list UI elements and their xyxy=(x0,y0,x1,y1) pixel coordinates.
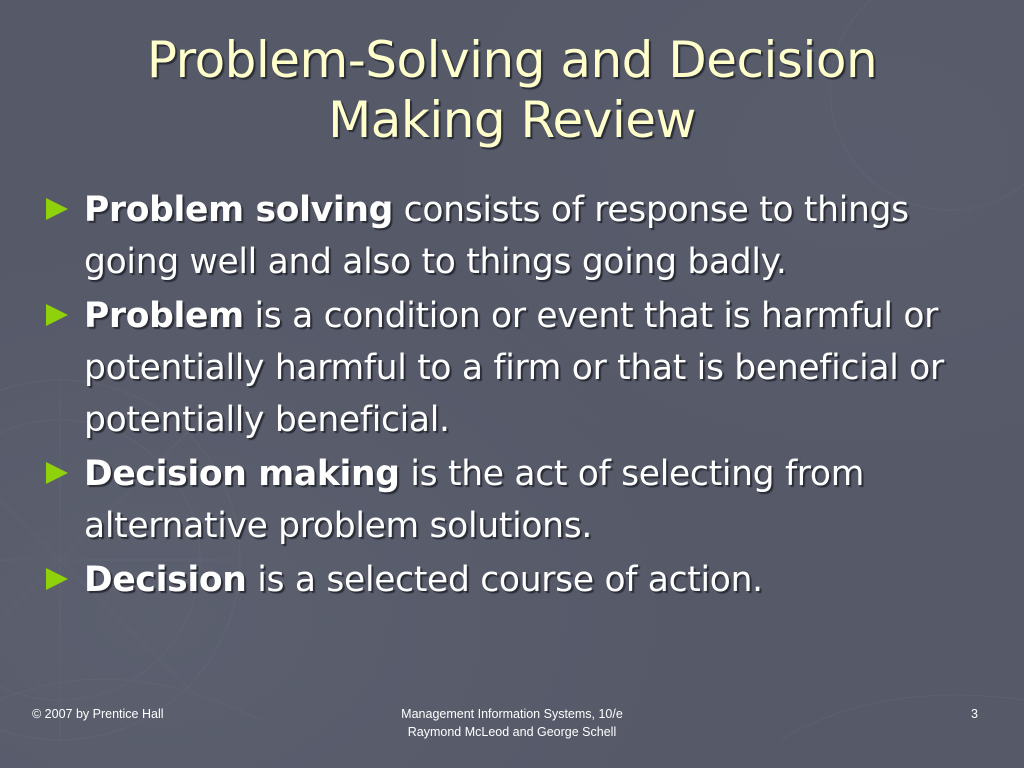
bullet-text: is a condition or event that is harmful or potentially harmful to a firm or that is beneficial or potentially beneficial. xyxy=(84,296,944,440)
bullet-term: Problem solving xyxy=(84,190,394,230)
bullet-item-decision xyxy=(44,554,944,606)
title-line-1: Problem-Solving and Decision xyxy=(146,31,878,89)
title-line-2: Making Review xyxy=(328,91,696,149)
bullet-text: is a selected course of action. xyxy=(246,560,763,600)
bullet-term: Decision making xyxy=(84,454,400,494)
bullet-item-decision-making xyxy=(44,448,944,552)
bullet-text: consists of response to things going well and also to things going badly. xyxy=(84,190,909,282)
triangle-arrow-icon xyxy=(46,462,68,484)
bullet-term: Problem xyxy=(84,296,244,336)
triangle-arrow-icon xyxy=(46,304,68,326)
bullet-term: Decision xyxy=(84,560,247,600)
bullet-list xyxy=(44,184,944,608)
bullet-item-problem-solving xyxy=(44,184,944,288)
page-number: 3 xyxy=(971,707,978,721)
bullet-text: is the act of selecting from alternative problem solutions. xyxy=(84,454,865,546)
footer-copyright: © 2007 by Prentice Hall xyxy=(32,707,164,721)
triangle-arrow-icon xyxy=(46,568,68,590)
footer-book-title: Management Information Systems, 10/e xyxy=(401,707,623,721)
triangle-arrow-icon xyxy=(46,198,68,220)
footer-book-info xyxy=(352,705,672,741)
footer-authors: Raymond McLeod and George Schell xyxy=(407,725,617,739)
slide-title xyxy=(70,30,954,150)
bullet-item-problem xyxy=(44,290,944,446)
